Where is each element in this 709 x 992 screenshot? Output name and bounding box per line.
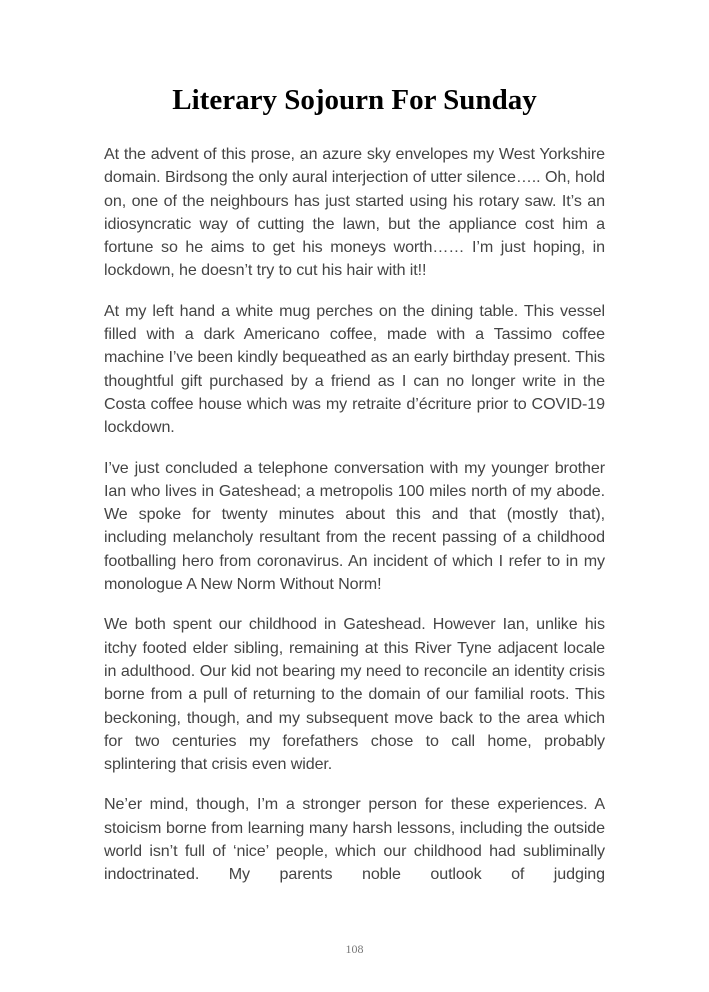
page-number: 108	[345, 942, 364, 956]
paragraph: I’ve just concluded a telephone conversation with my younger brother Ian who lives in Gateshead; a metropolis 100 miles north of my abode. We spoke for twenty minutes about this and that (mostly that), including melancholy resultant from the recent passing of a childhood footballing hero from coronavirus. An incident of which I refer to in my monologue A New Norm Without Norm!	[104, 458, 605, 594]
page-title: Literary Sojourn For Sunday	[172, 84, 537, 116]
paragraph: Ne’er mind, though, I’m a stronger person for these experiences. A stoicism borne from learning many harsh lessons, including the outside world isn’t full of ‘nice’ people, which our childhood had subliminally indoctrinated. My parents noble outlook of judging	[104, 795, 605, 884]
paragraph: At my left hand a white mug perches on the dining table. This vessel filled with a dark Americano coffee, made with a Tassimo coffee machine I’ve been kindly bequeathed as an early birthday present. This thoughtful gift purchased by a friend as I can no longer write in the Costa coffee house which was my retraite d’écriture prior to COVID-19 lockdown.	[104, 301, 605, 437]
paragraph: We both spent our childhood in Gateshead. However Ian, unlike his itchy footed elder sibling, remaining at this River Tyne adjacent locale in adulthood. Our kid not bearing my need to reconcile an identity crisis borne from a pull of returning to the domain of our familial roots. This beckoning, though, and my subsequent move back to the area which for two centuries my forefathers chose to call home, probably splintering that crisis even wider.	[104, 615, 605, 774]
paragraph: At the advent of this prose, an azure sky envelopes my West Yorkshire domain. Birdsong the only aural interjection of utter silence….. Oh, hold on, one of the neighbours has just started using his rotary saw. It’s an idiosyncratic way of cutting the lawn, but the appliance cost him a fortune so he aims to get his moneys worth…… I’m just hoping, in lockdown, he doesn’t try to cut his hair with it!!	[104, 145, 605, 280]
body-text	[104, 143, 605, 904]
